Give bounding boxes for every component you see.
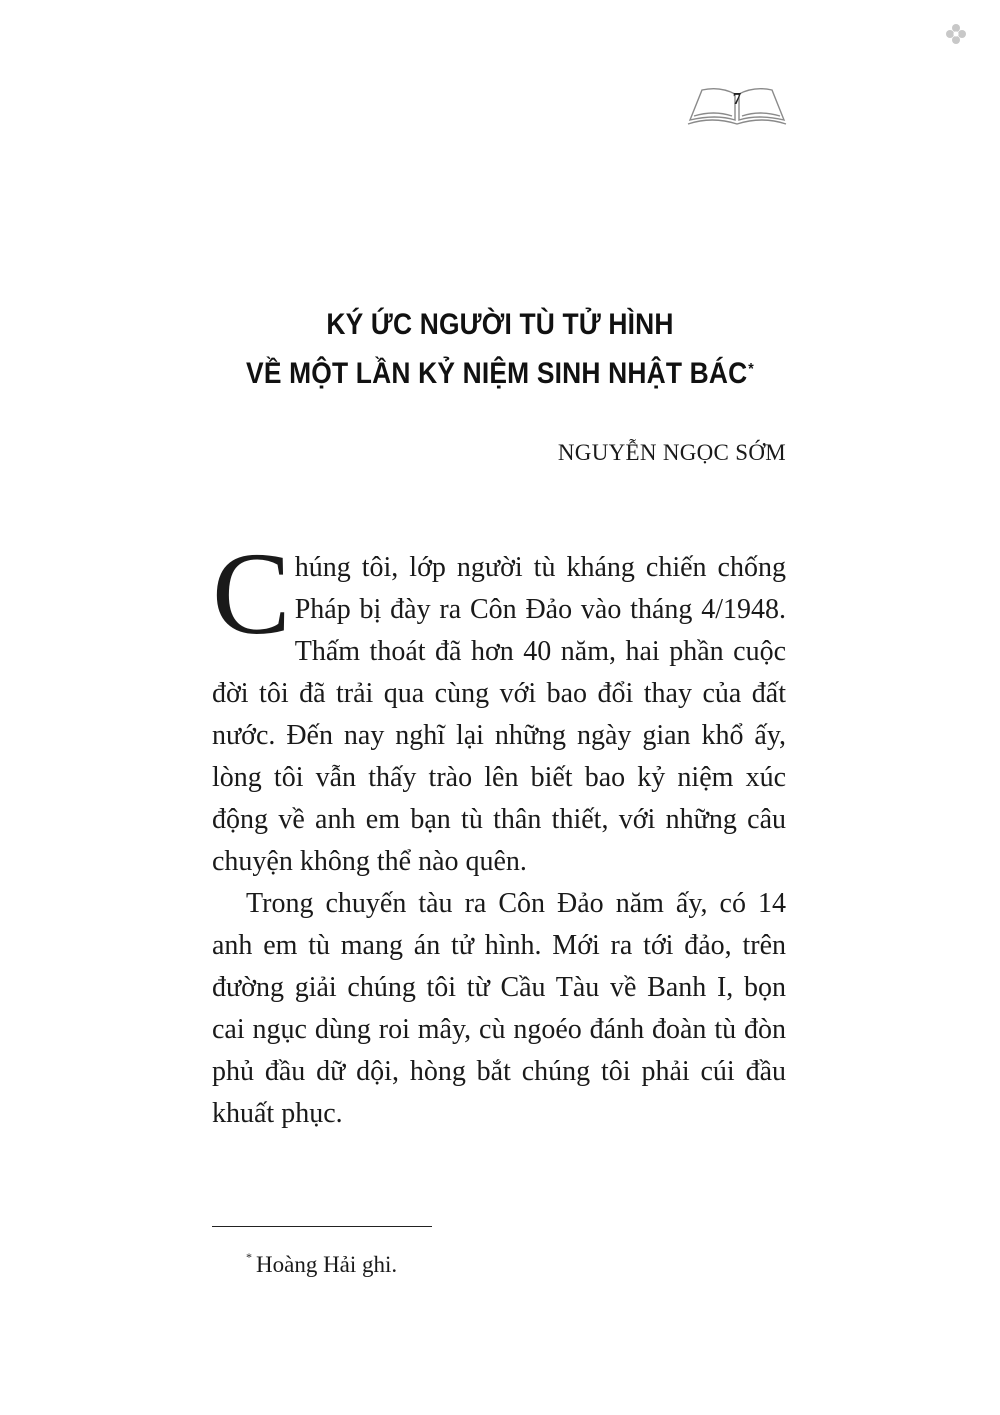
author-name: NGUYỄN NGỌC SỚM	[557, 440, 786, 465]
body-text	[212, 528, 786, 1135]
flower-ornament-icon	[944, 22, 968, 46]
footnote	[246, 1252, 397, 1278]
paragraph-2: Trong chuyến tàu ra Côn Đảo năm ấy, có 14 anh em tù mang án tử hình. Mới ra tới đảo, trên đường giải chúng tôi từ Cầu Tàu về Banh I, bọn cai ngục dùng roi mây, cù ngoéo đánh đoàn tù đòn phủ đầu dữ dội, hòng bắt chúng tôi phải cúi đầu khuất phục.	[212, 888, 786, 1129]
paragraph-1	[212, 528, 786, 883]
footnote-text: Hoàng Hải ghi.	[256, 1252, 398, 1277]
page-number-ornament	[686, 80, 788, 130]
footnote-divider	[212, 1226, 432, 1227]
drop-cap: C	[212, 528, 291, 659]
paragraph-1-text: húng tôi, lớp người tù kháng chiến chống Pháp bị đày ra Côn Đảo vào tháng 4/1948. Thấm thoát đã hơn 40 năm, hai phần cuộc đời tôi đã trải qua cùng với bao đổi thay của đất nước. Đến nay nghĩ lại những ngày gian khổ ấy, lòng tôi vẫn thấy trào lên biết bao kỷ niệm xúc động về anh em bạn tù thân thiết, với những câu chuyện không thể nào quên.	[212, 552, 786, 877]
chapter-title	[236, 300, 764, 398]
page-number: 7	[732, 89, 742, 108]
title-line-1: KÝ ỨC NGƯỜI TÙ TỬ HÌNH	[326, 308, 674, 341]
title-footnote-marker: *	[748, 361, 754, 378]
title-line-2-text: VỀ MỘT LẦN KỶ NIỆM SINH NHẬT BÁC	[246, 357, 748, 390]
title-line-2	[236, 349, 764, 398]
footnote-marker: *	[246, 1250, 252, 1264]
